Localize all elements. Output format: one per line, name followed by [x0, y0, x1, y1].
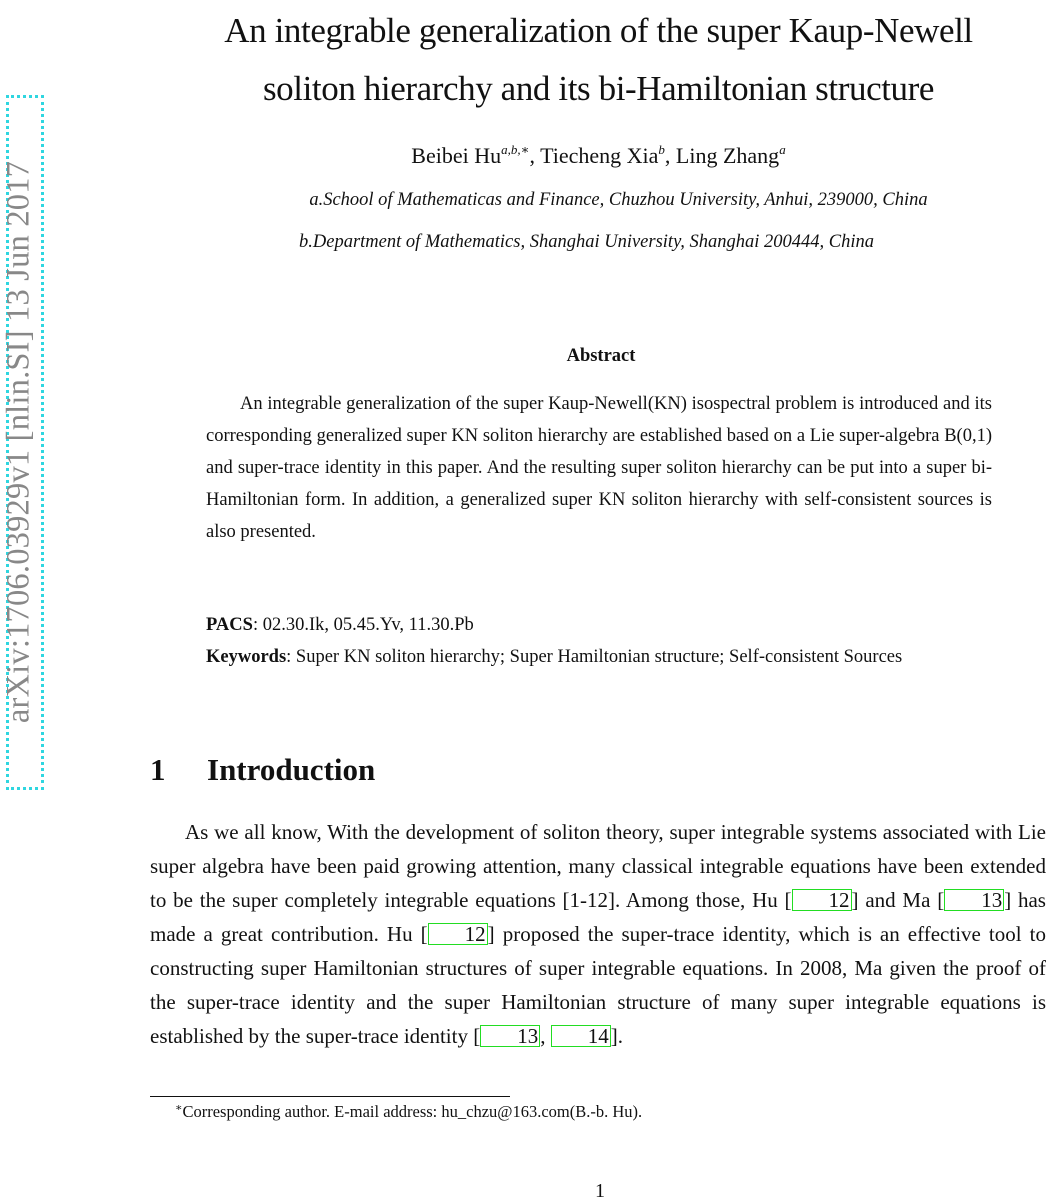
intro-text: As we all know, With the development of soliton theory, super integrable systems associated with Lie super algebra have been paid growing attention, many classical integrable equations have been extended to be the super completely integrable equations [1-12]. Among those, Hu [ — [150, 820, 1046, 912]
affiliation-a: a.School of Mathematicas and Finance, Chuzhou University, Anhui, 239000, China — [309, 190, 928, 210]
citation-link[interactable]: 13 — [480, 1025, 540, 1047]
section-number: 1 — [150, 752, 166, 787]
pacs-line — [206, 609, 996, 641]
author-name: Beibei Hu — [411, 143, 502, 168]
intro-text: ] has made a great contribution. Hu [ — [150, 888, 1046, 946]
keywords-value: : Super KN soliton hierarchy; Super Hamiltonian structure; Self-consistent Sources — [286, 647, 903, 667]
citation-link[interactable]: 12 — [428, 923, 488, 945]
pacs-label: PACS — [206, 615, 253, 635]
footnote-text: Corresponding author. E-mail address: hu_chzu@163.com(B.-b. Hu). — [182, 1102, 643, 1121]
introduction-paragraph — [150, 815, 1046, 1053]
paper-title — [150, 2, 1047, 118]
citation-link[interactable]: 13 — [944, 889, 1004, 911]
author-list — [150, 140, 1047, 172]
title-line-1: An integrable generalization of the super Kaup-Newell — [224, 11, 973, 50]
intro-text: ] proposed the super-trace identity, which is an effective tool to constructing super Hamiltonian structures of super integrable equations. In 2008, Ma given the proof of the super-trace identity and the super Hamiltonian structure of many super integrable equations is established by the super-trace identity [ — [150, 922, 1046, 1048]
section-title: Introduction — [207, 752, 376, 787]
arxiv-identifier: arXiv:1706.03929v1 [nlin.SI] 13 Jun 2017 — [0, 160, 37, 724]
affiliation-b: b.Department of Mathematics, Shanghai University, Shanghai 200444, China — [299, 232, 874, 252]
footnote — [175, 1100, 642, 1124]
author-name: Ling Zhang — [675, 143, 780, 168]
author-affiliation-mark: a — [779, 142, 786, 157]
section-heading-introduction — [150, 748, 375, 792]
intro-text: ]. — [610, 1024, 623, 1048]
title-line-2: soliton hierarchy and its bi-Hamiltonian structure — [262, 69, 935, 108]
footnote-divider — [150, 1096, 510, 1097]
abstract-body: An integrable generalization of the super Kaup-Newell(KN) isospectral problem is introduced and its corresponding generalized super KN soliton hierarchy are established based on a Lie super-algebra B(0,1) and super-trace identity in this paper. And the resulting super soliton hierarchy can be put into a super bi-Hamiltonian form. In addition, a generalized super KN soliton hierarchy with self-consistent sources is also presented. — [206, 394, 992, 542]
author-separator: , — [664, 143, 676, 168]
keywords-line — [206, 641, 996, 673]
footnote-marker: ∗ — [175, 1102, 183, 1114]
keywords-label: Keywords — [206, 647, 287, 667]
intro-text: , — [540, 1024, 551, 1048]
pacs-value: : 02.30.Ik, 05.45.Yv, 11.30.Pb — [252, 615, 474, 635]
intro-text: ] and Ma [ — [851, 888, 945, 912]
page-number: 1 — [595, 1180, 605, 1202]
author-separator: , — [529, 143, 541, 168]
author-name: Tiecheng Xia — [540, 143, 659, 168]
citation-link[interactable]: 14 — [551, 1025, 611, 1047]
abstract-heading: Abstract — [566, 346, 636, 366]
citation-link[interactable]: 12 — [792, 889, 852, 911]
author-affiliation-mark: b — [658, 142, 665, 157]
author-affiliation-mark: a,b,∗ — [501, 142, 530, 157]
